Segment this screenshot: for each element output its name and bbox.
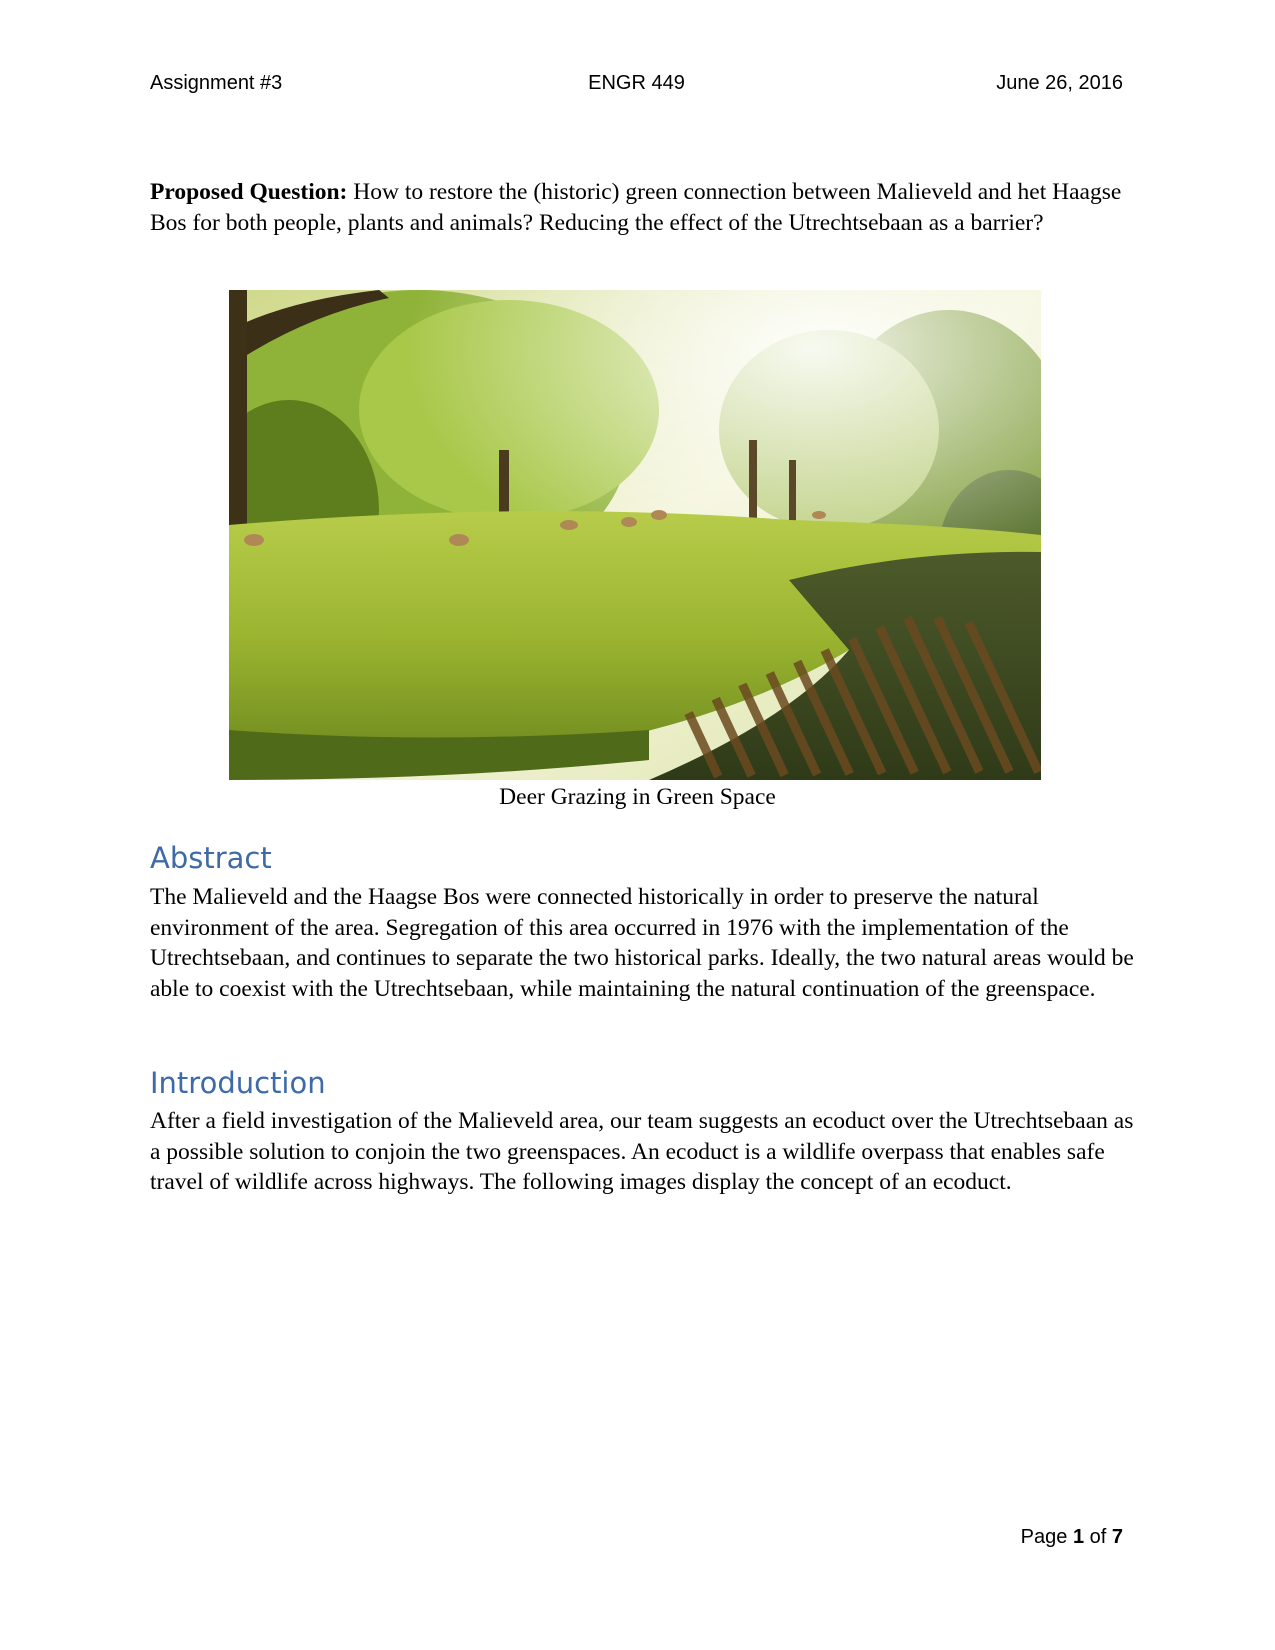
abstract-paragraph: The Malieveld and the Haagse Bos were connected historically in order to preserve the natural environment of the area. Segregation of this area occurred in 1976 with the implementation of the Utrechtsebaan, and continues to separate the two historical parks. Ideally, the two natural areas would be able to coexist with the Utrechtsebaan, while maintaining the natural continuation of the greenspace. (150, 884, 1134, 1002)
abstract-heading: Abstract (150, 841, 272, 875)
page-footer (1021, 1526, 1123, 1549)
figure-caption: Deer Grazing in Green Space (499, 784, 776, 810)
introduction-heading: Introduction (150, 1066, 326, 1100)
proposed-question (150, 177, 1130, 238)
header-date: June 26, 2016 (996, 72, 1123, 94)
page-header (150, 72, 1123, 102)
question-label: Proposed Question: (150, 179, 348, 205)
page-total: 7 (1111, 1526, 1123, 1548)
of-label: of (1089, 1526, 1107, 1548)
header-assignment: Assignment #3 (150, 72, 283, 94)
page-label: Page (1020, 1526, 1068, 1548)
page-number: 1 (1072, 1526, 1085, 1548)
question-text: How to restore the (historic) green connection between Malieveld and het Haagse Bos for both people, plants and animals? Reducing the effect of the Utrechtsebaan as a barrier? (150, 179, 1122, 236)
deer-grazing-photo (229, 290, 1041, 780)
introduction-paragraph: After a field investigation of the Malieveld area, our team suggests an ecoduct over the Utrechtsebaan as a possible solution to conjoin the two greenspaces. An ecoduct is a wildlife overpass that enables safe travel of wildlife across highways. The following images display the concept of an ecoduct. (150, 1108, 1134, 1195)
header-course: ENGR 449 (588, 72, 685, 94)
